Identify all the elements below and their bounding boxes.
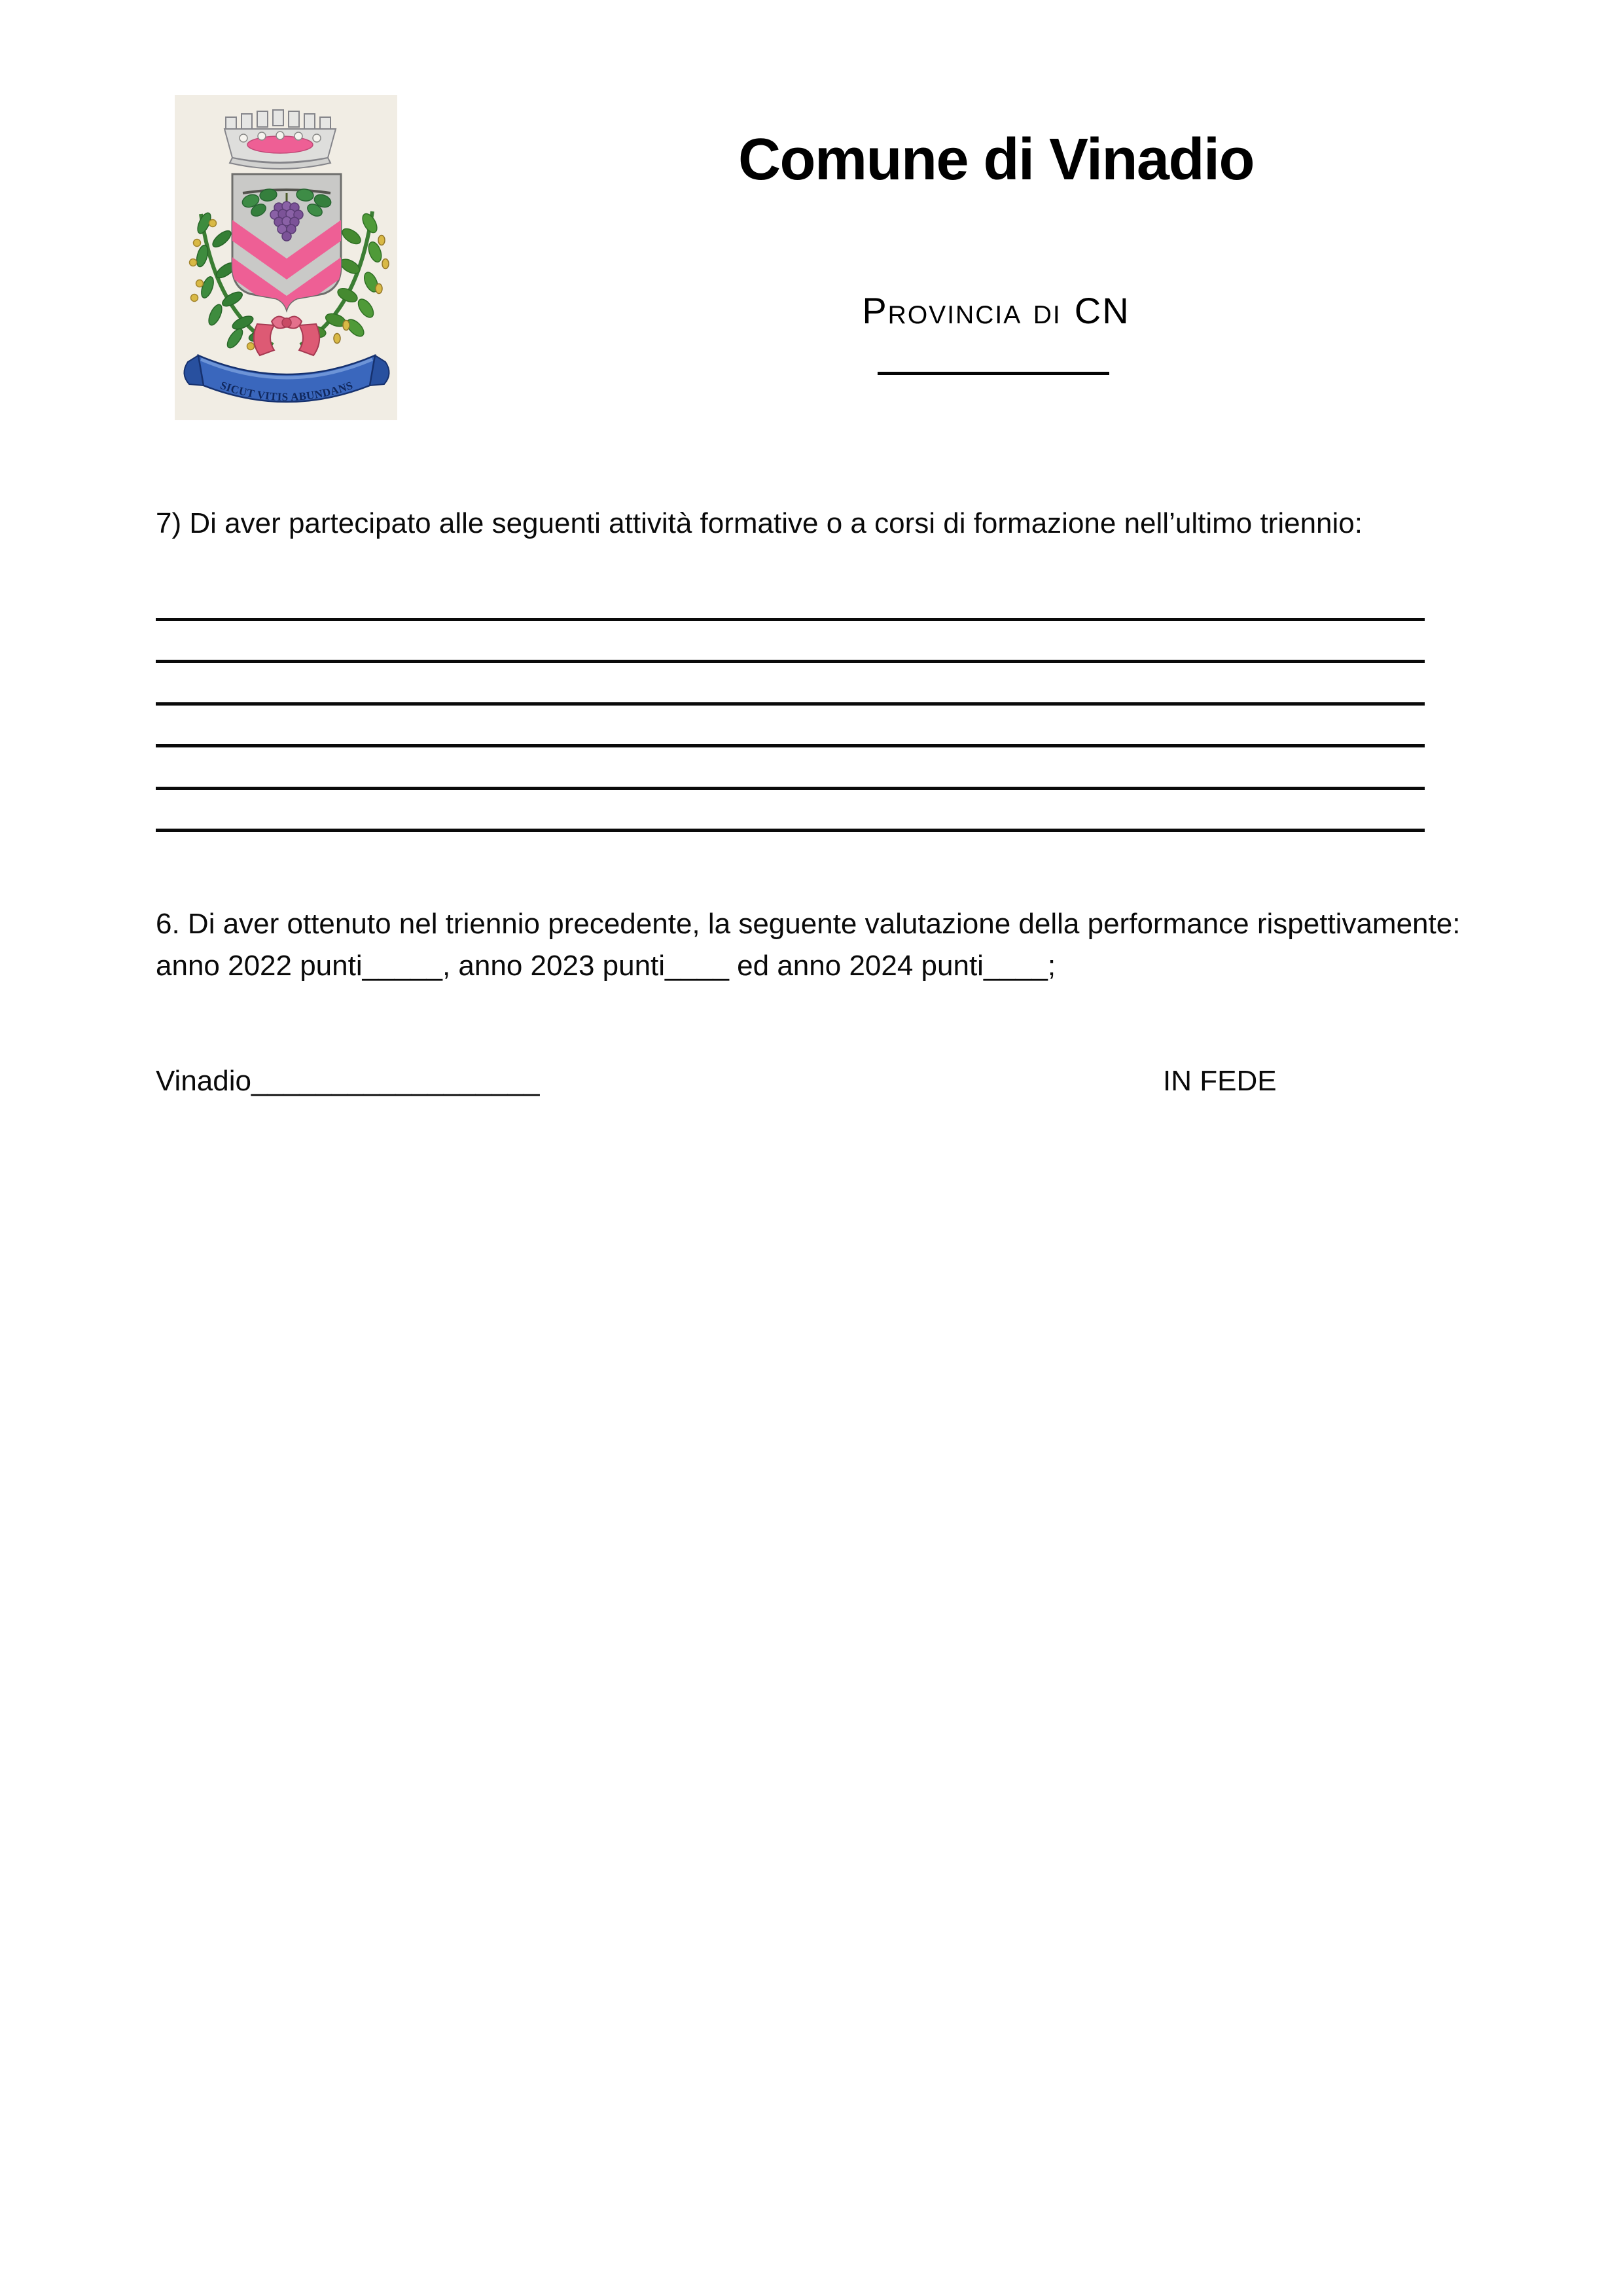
motto-banner-icon (184, 355, 389, 403)
blank-fill-line (156, 660, 1425, 663)
paragraph-evaluation-line2: anno 2022 punti_____, anno 2023 punti____ ed anno 2024 punti____; (156, 950, 1056, 982)
paragraph-evaluation (156, 903, 1563, 987)
blank-fill-line (156, 829, 1425, 832)
document-title: Comune di Vinadio (738, 127, 1254, 192)
coat-of-arms-icon (175, 95, 397, 420)
blank-fill-line (156, 618, 1425, 621)
blank-fill-line (156, 787, 1425, 790)
motto-text: SICUT VITIS ABUNDANS (219, 378, 355, 404)
paragraph-training: 7) Di aver partecipato alle seguenti attività formative o a corsi di formazione nell’ultimo triennio: (156, 507, 1363, 539)
shield-icon (226, 174, 348, 310)
province-line (368, 290, 1623, 331)
signature-place-line: Vinadio__________________ (156, 1065, 540, 1097)
in-fede-label: IN FEDE (1163, 1065, 1277, 1097)
province-underline (878, 372, 1109, 375)
province-label: Provincia di (862, 290, 1061, 331)
ribbon-bow-icon (254, 316, 319, 355)
mural-crown-icon (224, 110, 336, 169)
province-code: CN (1074, 290, 1130, 331)
paragraph-evaluation-line1: 6. Di aver ottenuto nel triennio precedente, la seguente valutazione della performance rispettivamente: (156, 908, 1461, 940)
coat-of-arms-stamp (175, 95, 397, 420)
blank-fill-line (156, 744, 1425, 747)
blank-fill-line (156, 702, 1425, 706)
